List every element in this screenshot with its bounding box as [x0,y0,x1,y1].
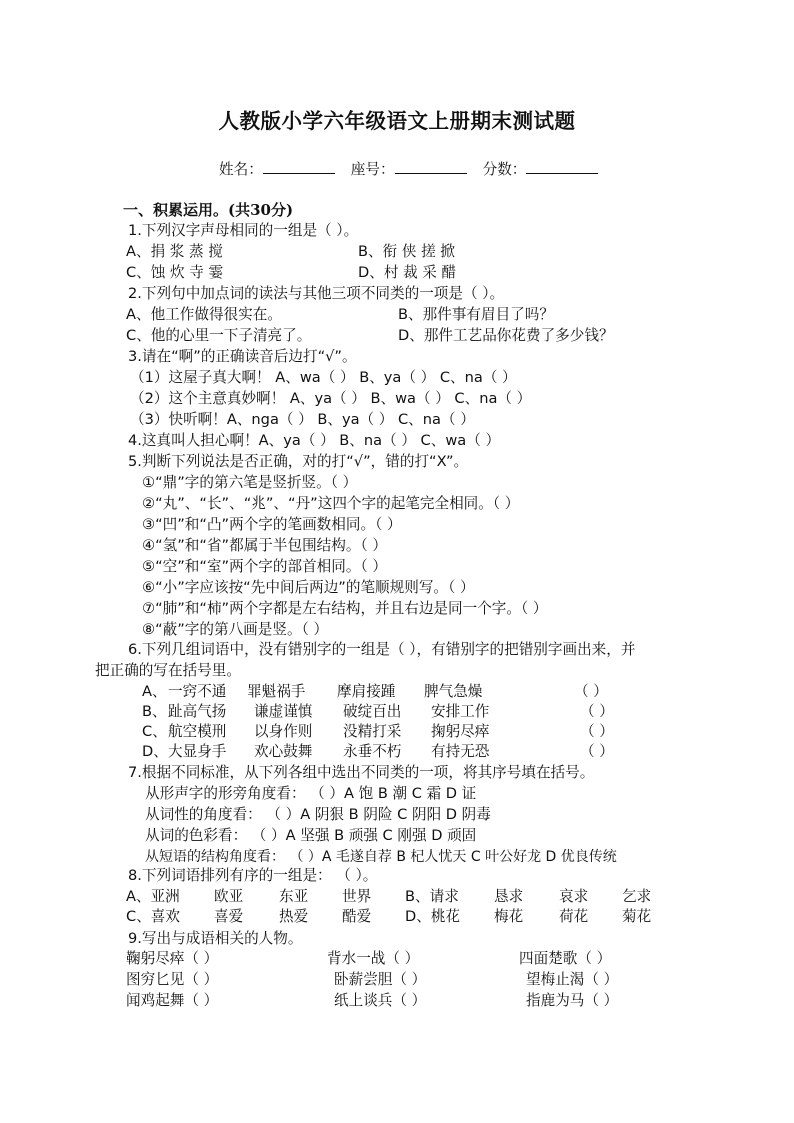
q8-word: D、桃花 [405,908,461,925]
q6-word: 大显身手 [168,743,227,760]
q9-idiom[interactable]: 闻鸡起舞（ ） [126,992,219,1009]
q8-word: 哀求 [559,888,589,905]
q8-word: 世界 [342,888,372,905]
seat-blank[interactable] [395,159,467,174]
q8-word: 荷花 [559,908,589,925]
q8-word: 热爱 [279,908,309,925]
q6-row-label: A、 [142,683,167,700]
q2-option-c: C、他的心里一下子清亮了。 [126,327,312,344]
q7-row-1: 从形声字的形旁角度看： （ ）A 饱 B 潮 C 霜 D 证 [145,785,477,802]
q6-word: 摩肩接踵 [337,683,396,700]
q3-stem: 3.请在“啊”的正确读音后边打“√”。 [128,348,357,365]
q9-idiom[interactable]: 望梅止渴（ ） [526,971,619,988]
q2-option-b: B、那件事有眉目了吗？ [398,306,554,323]
q1-stem: 1.下列汉字声母相同的一组是（ ）。 [128,222,359,239]
q9-idiom[interactable]: 背水一战（ ） [327,950,420,967]
q8-stem: 8.下列词语排列有序的一组是： （ ）。 [128,867,378,884]
q8-word: C、喜欢 [126,908,180,925]
q6-row-label: C、 [142,723,167,740]
page-title: 人教版小学六年级语文上册期末测试题 [218,109,576,133]
q9-idiom[interactable]: 指鹿为马（ ） [526,992,619,1009]
score-label: 分数： [482,161,527,178]
q1-option-a: A、捐 浆 蒸 搅 [126,243,223,260]
q8-word: 恳求 [494,888,524,905]
q9-idiom[interactable]: 图穷匕见（ ） [126,971,219,988]
q5-item: ②“丸”、“长”、“兆”、“丹”这四个字的起笔完全相同。（ ） [142,495,520,512]
q1-option-b: B、衔 侠 搓 掀 [358,243,455,260]
q6-answer-paren[interactable]: （ ） [580,743,614,760]
q5-item: ⑤“空”和“室”两个字的部首相同。（ ） [142,558,387,575]
q8-word: 菊花 [622,908,652,925]
q6-row-label: B、 [142,703,167,720]
q8-word: A、亚洲 [126,888,180,905]
q5-item: ①“鼎”字的第六笔是竖折竖。（ ） [142,474,358,491]
q6-row-label: D、 [142,743,168,760]
q6-word: 以身作则 [254,723,313,740]
q5-item: ③“凹”和“凸”两个字的笔画数相同。（ ） [142,516,402,533]
q9-idiom[interactable]: 纸上谈兵（ ） [334,992,427,1009]
q6-word: 掬躬尽瘁 [431,723,490,740]
q6-answer-paren[interactable]: （ ） [580,723,614,740]
q6-word: 脾气急燥 [424,683,483,700]
q7-row-4: 从短语的结构角度看： （ ）A 毛遂自荐 B 杞人忧天 C 叶公好龙 D 优良传统 [145,849,617,865]
student-info-line [219,158,598,179]
q6-word: 有持无恐 [431,743,490,760]
q6-word: 欢心鼓舞 [254,743,313,760]
seat-label: 座号： [350,161,395,178]
q6-word: 谦虚谨慎 [254,703,313,720]
q6-word: 永垂不朽 [343,743,402,760]
q8-word: 酷爱 [342,908,372,925]
section-1-heading: 一、积累运用。(共30分) [123,201,294,219]
q6-stem-line-2: 把正确的写在括号里。 [95,662,241,679]
q9-idiom[interactable]: 卧薪尝胆（ ） [334,971,427,988]
q6-word: 罪魁祸手 [247,683,306,700]
q6-answer-paren[interactable]: （ ） [574,683,608,700]
q3-row-2: （2）这个主意真妙啊！ A、ya（ ） B、wa（ ） C、na（ ） [130,390,532,407]
q8-word: 喜爱 [214,908,244,925]
q5-item: ⑧“蔽”字的第八画是竖。（ ） [142,621,329,638]
q6-stem-line-1: 6.下列几组词语中，没有错别字的一组是（ ），有错别字的把错别字画出来，并 [128,641,636,658]
q9-idiom[interactable]: 四面楚歌（ ） [519,950,612,967]
name-blank[interactable] [263,159,335,174]
q6-word: 破绽百出 [343,703,402,720]
q7-stem: 7.根据不同标准，从下列各组中选出不同类的一项，将其序号填在括号。 [128,764,595,781]
q3-row-1: （1）这屋子真大啊！ A、wa（ ） B、ya（ ） C、na（ ） [130,369,517,386]
q8-word: 东亚 [279,888,309,905]
q1-option-c: C、蚀 炊 寺 霎 [126,264,224,281]
q3-row-3: （3）快听啊！A、nga（ ） B、ya（ ） C、na（ ） [130,411,475,428]
q6-word: 一窍不通 [168,683,227,700]
q2-option-d: D、那件工艺品你花费了多少钱？ [398,327,614,344]
q7-row-2: 从词性的角度看： （ ）A 阴狠 B 阴险 C 阴阳 D 阴毒 [145,806,491,823]
q1-option-d: D、村 裁 采 醋 [358,264,457,281]
q5-item: ④“氢”和“省”都属于半包围结构。（ ） [142,537,387,554]
name-label: 姓名： [219,161,263,178]
score-blank[interactable] [526,159,598,174]
q9-idiom[interactable]: 鞠躬尽瘁（ ） [126,950,219,967]
q5-item: ⑥“小”字应该按“先中间后两边”的笔顺规则写。（ ） [142,579,475,596]
q9-stem: 9.写出与成语相关的人物。 [128,930,303,947]
q4-stem: 4.这真叫人担心啊！A、ya（ ） B、na（ ） C、wa（ ） [128,432,501,449]
q6-word: 没精打采 [343,723,402,740]
q5-item: ⑦“肺”和“柿”两个字都是左右结构，并且右边是同一个字。（ ） [142,600,548,617]
q6-word: 安排工作 [431,703,490,720]
q6-word: 趾高气扬 [168,703,227,720]
q7-row-3: 从词的色彩看： （ ）A 坚强 B 顽强 C 刚强 D 顽固 [145,827,477,844]
q2-option-a: A、他工作做得很实在。 [126,306,282,323]
q2-stem: 2.下列句中加点词的读法与其他三项不同类的一项是（ ）。 [128,285,505,302]
q8-word: B、请求 [405,888,459,905]
q8-word: 梅花 [494,908,524,925]
q6-word: 航空模刑 [168,723,227,740]
q6-answer-paren[interactable]: （ ） [580,703,614,720]
q8-word: 乞求 [622,888,652,905]
q8-word: 欧亚 [214,888,244,905]
q5-stem: 5.判断下列说法是否正确，对的打“√”，错的打“X”。 [128,453,469,470]
